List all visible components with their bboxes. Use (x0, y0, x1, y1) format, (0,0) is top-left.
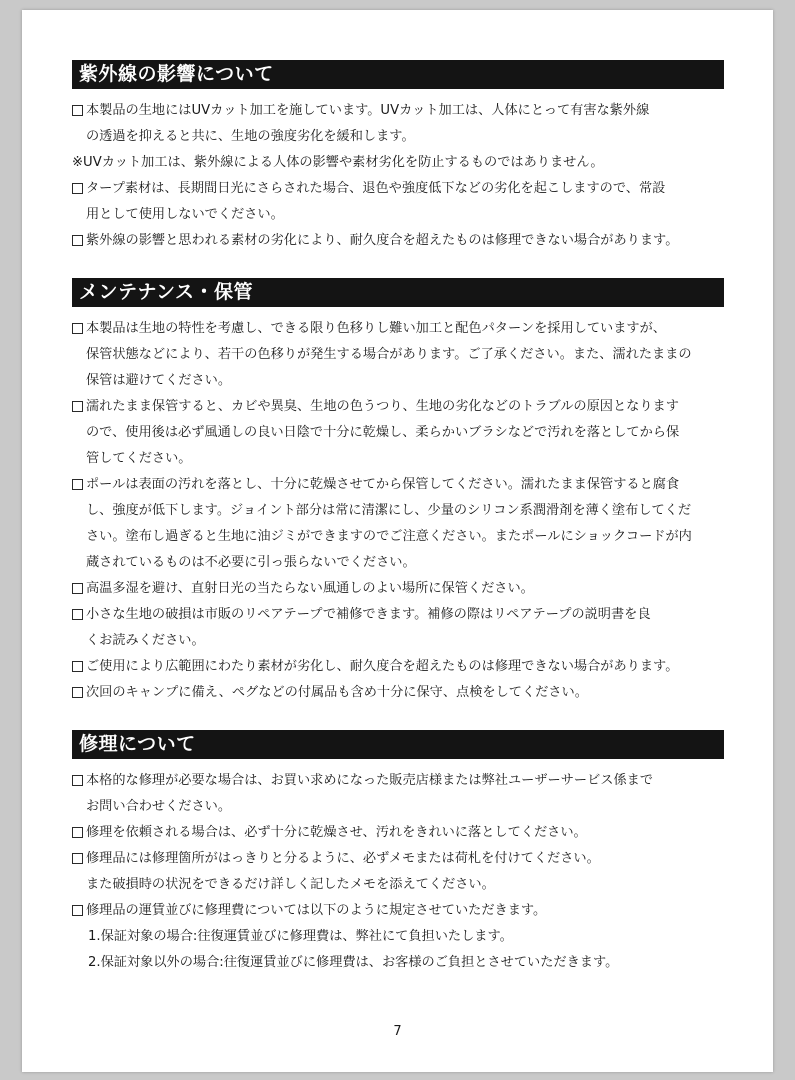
item-line: 修理を依頼される場合は、必ず十分に乾燥させ、汚れをきれいに落としてください。 (86, 825, 587, 840)
list-item (72, 98, 724, 150)
list-item (72, 472, 724, 576)
item-line: お問い合わせください。 (86, 799, 232, 814)
item-line: ポールは表面の汚れを落とし、十分に乾燥させてから保管してください。濡れたまま保管すると腐食 (86, 477, 680, 492)
item-line: 保管状態などにより、若干の色移りが発生する場合があります。ご了承ください。また、濡れたままの (86, 347, 692, 362)
section-repair (72, 730, 724, 976)
item-line: ので、使用後は必ず風通しの良い日陰で十分に乾燥し、柔らかいブラシなどで汚れを落としてから保 (86, 425, 680, 440)
checkbox-icon (72, 661, 83, 672)
section-uv-effects (72, 60, 724, 254)
section-heading: 修理について (72, 730, 724, 759)
item-line: 保管は避けてください。 (86, 373, 232, 388)
item-line: 2.保証対象以外の場合:往復運賃並びに修理費は、お客様のご負担とさせていただきます。 (88, 955, 619, 970)
item-line: タープ素材は、長期間日光にさらされた場合、退色や強度低下などの劣化を起こしますので、常設 (86, 181, 666, 196)
list-item (72, 576, 724, 602)
list-item (72, 316, 724, 394)
item-line: また破損時の状況をできるだけ詳しく記したメモを添えてください。 (86, 877, 495, 892)
section-heading: メンテナンス・保管 (72, 278, 724, 307)
checkbox-icon (72, 827, 83, 838)
list-item (72, 228, 724, 254)
note-item (72, 150, 724, 176)
item-line: 本格的な修理が必要な場合は、お買い求めになった販売店様または弊社ユーザーサービス係まで (86, 773, 654, 788)
checkbox-icon (72, 775, 83, 786)
item-line: 修理品には修理箇所がはっきりと分るように、必ずメモまたは荷札を付けてください。 (86, 851, 600, 866)
item-list (72, 98, 724, 254)
item-line: 高温多湿を避け、直射日光の当たらない風通しのよい場所に保管ください。 (86, 581, 534, 596)
checkbox-icon (72, 687, 83, 698)
item-line: 次回のキャンプに備え、ペグなどの付属品も含め十分に保守、点検をしてください。 (86, 685, 588, 700)
list-item (72, 602, 724, 654)
item-list (72, 768, 724, 976)
document-page (22, 10, 773, 1072)
checkbox-icon (72, 609, 83, 620)
item-line: ※UVカット加工は、紫外線による人体の影響や素材劣化を防止するものではありません。 (72, 155, 604, 170)
item-line: 1.保証対象の場合:往復運賃並びに修理費は、弊社にて負担いたします。 (88, 929, 513, 944)
item-line: 管してください。 (86, 451, 192, 466)
item-line: 紫外線の影響と思われる素材の劣化により、耐久度合を超えたものは修理できない場合があります。 (86, 233, 679, 248)
item-line: 小さな生地の破損は市販のリペアテープで補修できます。補修の際はリペアテープの説明書を良 (86, 607, 651, 622)
sub-item (72, 950, 724, 976)
item-line: 本製品は生地の特性を考慮し、できる限り色移りし難い加工と配色パターンを採用していますが、 (86, 321, 666, 336)
sub-item (72, 924, 724, 950)
item-line: くお読みください。 (86, 633, 205, 648)
list-item (72, 768, 724, 820)
page-number: 7 (393, 1024, 402, 1039)
checkbox-icon (72, 235, 83, 246)
checkbox-icon (72, 479, 83, 490)
item-line: 蔵されているものは不必要に引っ張らないでください。 (86, 555, 416, 570)
checkbox-icon (72, 323, 83, 334)
list-item (72, 680, 724, 706)
checkbox-icon (72, 183, 83, 194)
item-list (72, 316, 724, 706)
section-maintenance-storage (72, 278, 724, 706)
item-line: 修理品の運賃並びに修理費については以下のように規定させていただきます。 (86, 903, 547, 918)
list-item (72, 176, 724, 228)
checkbox-icon (72, 401, 83, 412)
checkbox-icon (72, 583, 83, 594)
item-line: 用として使用しないでください。 (86, 207, 284, 222)
item-line: 濡れたまま保管すると、カビや異臭、生地の色うつり、生地の劣化などのトラブルの原因となります (86, 399, 679, 414)
list-item (72, 394, 724, 472)
list-item (72, 898, 724, 924)
section-heading: 紫外線の影響について (72, 60, 724, 89)
list-item (72, 654, 724, 680)
item-line: の透過を抑えると共に、生地の強度劣化を緩和します。 (86, 129, 415, 144)
list-item (72, 846, 724, 898)
item-line: 本製品の生地にはUVカット加工を施しています。UVカット加工は、人体にとって有害な紫外線 (86, 103, 650, 118)
checkbox-icon (72, 905, 83, 916)
item-line: し、強度が低下します。ジョイント部分は常に清潔にし、少量のシリコン系潤滑剤を薄く塗布してくだ (86, 503, 692, 518)
checkbox-icon (72, 105, 83, 116)
checkbox-icon (72, 853, 83, 864)
item-line: ご使用により広範囲にわたり素材が劣化し、耐久度合を超えたものは修理できない場合があります。 (86, 659, 679, 674)
item-line: さい。塗布し過ぎると生地に油ジミができますのでご注意ください。またポールにショックコードが内 (86, 529, 692, 544)
list-item (72, 820, 724, 846)
